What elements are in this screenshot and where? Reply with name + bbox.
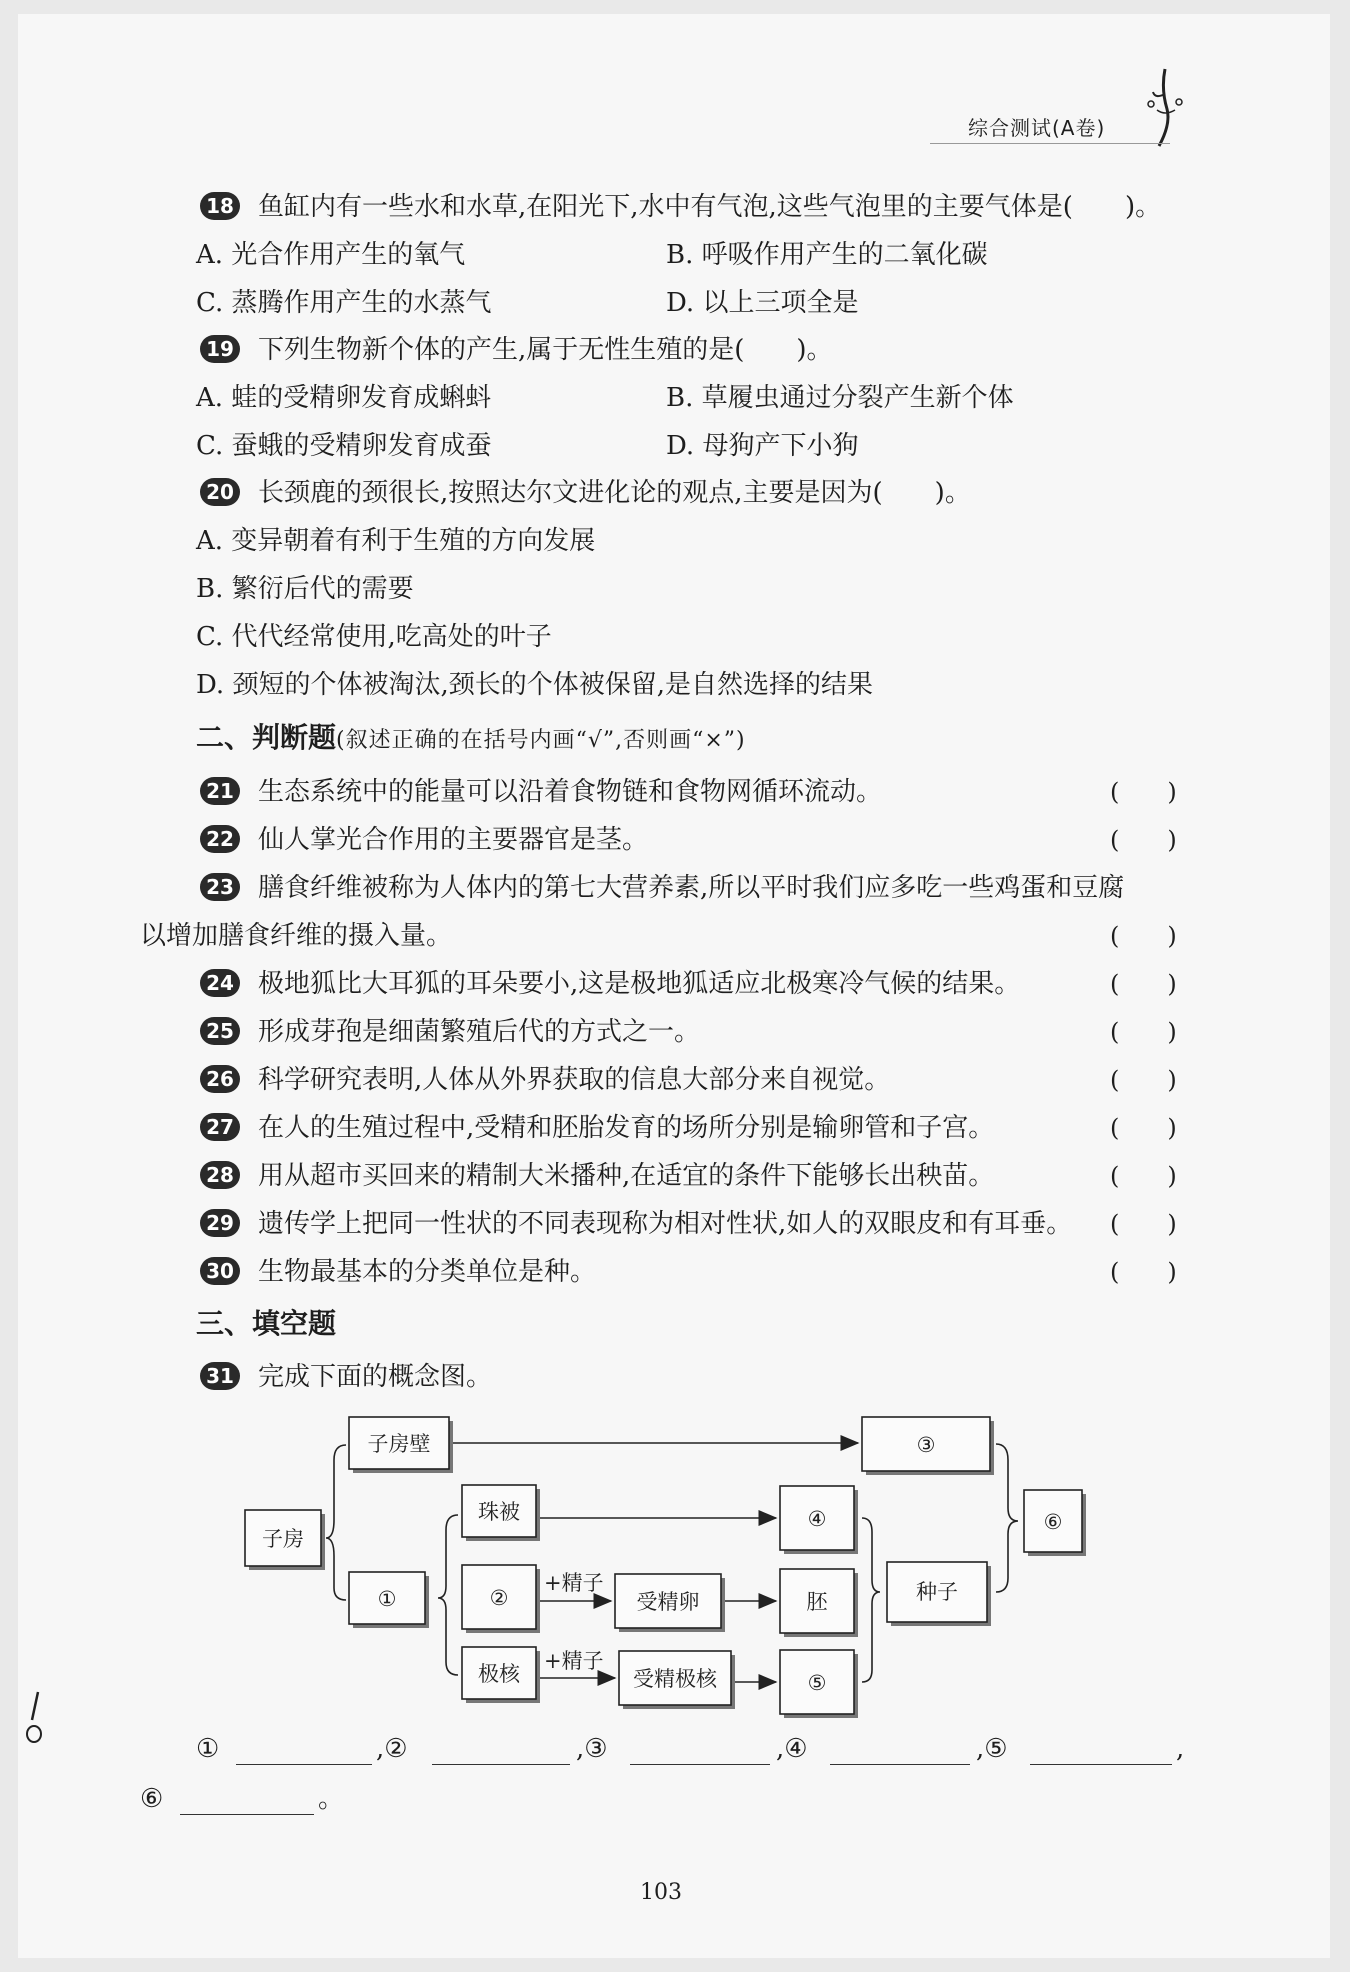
option-18-a: A. 光合作用产生的氧气 bbox=[196, 240, 466, 270]
label-jingzi-2: +精子 bbox=[544, 1649, 604, 1673]
blank-label-2-text: ,② bbox=[376, 1734, 408, 1764]
question-number: 20 bbox=[200, 478, 240, 506]
question-number: 29 bbox=[200, 1209, 240, 1237]
label-zhubei: 珠被 bbox=[478, 1500, 520, 1524]
answer-blank-4[interactable] bbox=[830, 1764, 970, 1765]
option-20-a: A. 变异朝着有利于生殖的方向发展 bbox=[196, 526, 596, 556]
box-zhongzi bbox=[887, 1562, 991, 1626]
page-number: 103 bbox=[640, 1880, 682, 1905]
label-zhongzi: 种子 bbox=[916, 1580, 958, 1604]
brace-6 bbox=[996, 1444, 1018, 1592]
blank-label-2: ② bbox=[489, 1586, 509, 1610]
box-6[interactable] bbox=[1024, 1490, 1086, 1556]
question-number: 22 bbox=[200, 825, 240, 853]
question-number: 19 bbox=[200, 335, 240, 363]
box-zifang bbox=[245, 1510, 325, 1570]
blank-label-4: ④ bbox=[807, 1507, 827, 1531]
brace-seed-left bbox=[862, 1518, 880, 1682]
answer-paren-23[interactable]: ( ) bbox=[1110, 922, 1177, 950]
option-20-b: B. 繁衍后代的需要 bbox=[196, 574, 414, 604]
option-19-c: C. 蚕蛾的受精卵发育成蚕 bbox=[196, 431, 492, 461]
label-pei: 胚 bbox=[806, 1590, 828, 1614]
question-text: 遗传学上把同一性状的不同表现称为相对性状,如人的双眼皮和有耳垂。 bbox=[258, 1209, 1073, 1239]
question-text: 完成下面的概念图。 bbox=[258, 1362, 493, 1392]
question-number: 23 bbox=[200, 873, 240, 901]
label-jingzi-1: +精子 bbox=[544, 1571, 604, 1595]
question-number: 25 bbox=[200, 1017, 240, 1045]
section-title: 二、判断题 bbox=[196, 721, 337, 754]
answer-paren-29[interactable]: ( ) bbox=[1110, 1210, 1177, 1238]
question-23-continued: 以增加膳食纤维的摄入量。 bbox=[140, 921, 453, 951]
question-text: 膳食纤维被称为人体内的第七大营养素,所以平时我们应多吃一些鸡蛋和豆腐 bbox=[258, 873, 1125, 903]
box-4[interactable] bbox=[780, 1486, 858, 1554]
label-zifang: 子房 bbox=[262, 1527, 304, 1551]
question-number: 24 bbox=[200, 969, 240, 997]
option-18-c: C. 蒸腾作用产生的水蒸气 bbox=[196, 288, 492, 318]
answer-paren-21[interactable]: ( ) bbox=[1110, 778, 1177, 806]
handwriting-mark-icon bbox=[22, 1690, 52, 1750]
answer-paren-26[interactable]: ( ) bbox=[1110, 1066, 1177, 1094]
question-text: 极地狐比大耳狐的耳朵要小,这是极地狐适应北极寒冷气候的结果。 bbox=[258, 969, 1021, 999]
blank-label-4-text: ,④ bbox=[776, 1734, 808, 1764]
option-18-b: B. 呼吸作用产生的二氧化碳 bbox=[666, 240, 988, 270]
question-text: 在人的生殖过程中,受精和胚胎发育的场所分别是输卵管和子宫。 bbox=[258, 1113, 995, 1143]
box-shoujingluan bbox=[615, 1574, 725, 1632]
blank-label-6: ⑥ bbox=[1043, 1510, 1063, 1534]
question-number: 30 bbox=[200, 1257, 240, 1285]
answer-paren-24[interactable]: ( ) bbox=[1110, 970, 1177, 998]
answer-paren-28[interactable]: ( ) bbox=[1110, 1162, 1177, 1190]
answer-blank-1[interactable] bbox=[236, 1764, 372, 1765]
section-note: (叙述正确的在括号内画“√”,否则画“×”) bbox=[336, 728, 746, 753]
blank-label-1-text: ① bbox=[196, 1734, 220, 1764]
label-jihe: 极核 bbox=[478, 1662, 520, 1686]
option-18-d: D. 以上三项全是 bbox=[666, 288, 859, 318]
question-number: 26 bbox=[200, 1065, 240, 1093]
box-3[interactable] bbox=[862, 1417, 994, 1475]
box-jihe bbox=[462, 1647, 540, 1703]
question-stem: 长颈鹿的颈很长,按照达尔文进化论的观点,主要是因为( )。 bbox=[258, 478, 971, 508]
option-20-d: D. 颈短的个体被淘汰,颈长的个体被保留,是自然选择的结果 bbox=[196, 670, 873, 700]
question-text: 科学研究表明,人体从外界获取的信息大部分来自视觉。 bbox=[258, 1065, 891, 1095]
question-stem: 下列生物新个体的产生,属于无性生殖的是( )。 bbox=[258, 335, 833, 365]
label-shoujingjihe: 受精极核 bbox=[633, 1667, 717, 1691]
header-title: 综合测试(A卷) bbox=[968, 116, 1106, 140]
blank-label-5-text: ,⑤ bbox=[976, 1734, 1008, 1764]
blank-label-1: ① bbox=[377, 1587, 397, 1611]
blank-period: 。 bbox=[318, 1784, 345, 1814]
brace-1 bbox=[438, 1515, 458, 1675]
blank-label-6-text: ⑥ bbox=[140, 1784, 164, 1814]
box-2[interactable] bbox=[462, 1565, 540, 1633]
box-5[interactable] bbox=[780, 1650, 858, 1718]
blank-comma: , bbox=[1176, 1734, 1185, 1764]
box-zifangbi bbox=[349, 1417, 453, 1473]
label-zifangbi: 子房壁 bbox=[367, 1432, 431, 1456]
answer-paren-25[interactable]: ( ) bbox=[1110, 1018, 1177, 1046]
question-number: 31 bbox=[200, 1362, 240, 1390]
box-1[interactable] bbox=[349, 1572, 429, 1628]
box-shoujingjihe bbox=[619, 1651, 735, 1709]
answer-blank-6[interactable] bbox=[180, 1814, 314, 1815]
section-3-heading: 三、填空题 bbox=[196, 1307, 337, 1340]
option-19-b: B. 草履虫通过分裂产生新个体 bbox=[666, 383, 1014, 413]
answer-paren-27[interactable]: ( ) bbox=[1110, 1114, 1177, 1142]
question-stem: 鱼缸内有一些水和水草,在阳光下,水中有气泡,这些气泡里的主要气体是( )。 bbox=[258, 192, 1162, 222]
question-number: 21 bbox=[200, 777, 240, 805]
answer-blank-2[interactable] bbox=[432, 1764, 570, 1765]
question-text: 形成芽孢是细菌繁殖后代的方式之一。 bbox=[258, 1017, 701, 1047]
question-number: 28 bbox=[200, 1161, 240, 1189]
blank-label-3: ③ bbox=[916, 1433, 936, 1457]
brace-zifang bbox=[326, 1445, 346, 1600]
box-zhubei bbox=[462, 1485, 540, 1541]
label-shoujingluan: 受精卵 bbox=[636, 1590, 700, 1614]
option-19-d: D. 母狗产下小狗 bbox=[666, 431, 859, 461]
answer-paren-22[interactable]: ( ) bbox=[1110, 826, 1177, 854]
blank-label-3-text: ,③ bbox=[576, 1734, 608, 1764]
question-number: 18 bbox=[200, 192, 240, 220]
answer-blank-3[interactable] bbox=[630, 1764, 770, 1765]
question-number: 27 bbox=[200, 1113, 240, 1141]
question-text: 生物最基本的分类单位是种。 bbox=[258, 1257, 597, 1287]
question-text: 仙人掌光合作用的主要器官是茎。 bbox=[258, 825, 649, 855]
box-pei bbox=[780, 1569, 858, 1637]
option-20-c: C. 代代经常使用,吃高处的叶子 bbox=[196, 622, 552, 652]
question-text: 生态系统中的能量可以沿着食物链和食物网循环流动。 bbox=[258, 777, 883, 807]
option-19-a: A. 蛙的受精卵发育成蝌蚪 bbox=[196, 383, 492, 413]
question-text: 用从超市买回来的精制大米播种,在适宜的条件下能够长出秧苗。 bbox=[258, 1161, 995, 1191]
answer-paren-30[interactable]: ( ) bbox=[1110, 1258, 1177, 1286]
blank-label-5: ⑤ bbox=[807, 1671, 827, 1695]
answer-blank-5[interactable] bbox=[1030, 1764, 1172, 1765]
